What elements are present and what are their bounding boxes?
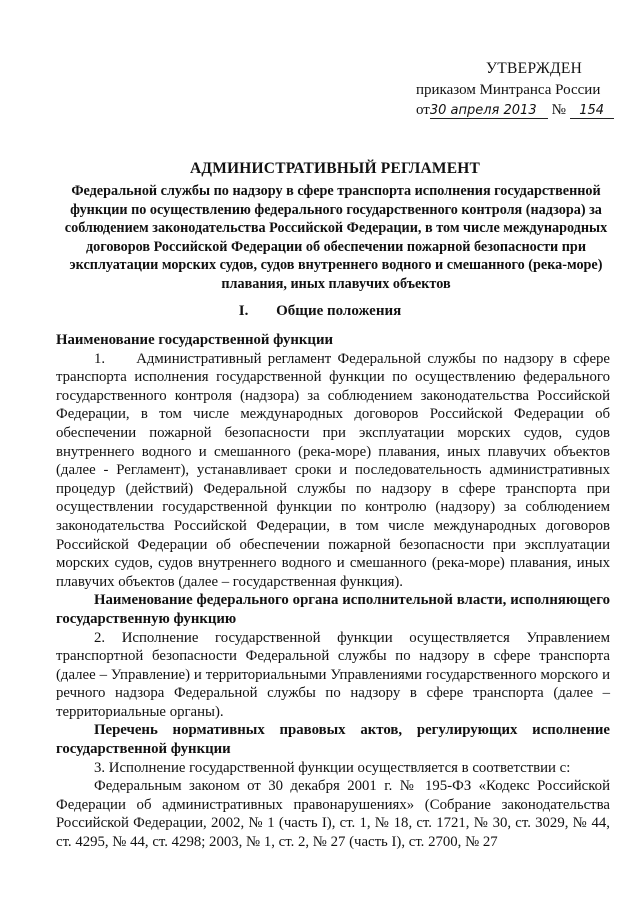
document-title: АДМИНИСТРАТИВНЫЙ РЕГЛАМЕНТ [189, 160, 481, 177]
heading-function-name: Наименование государственной функции [56, 332, 334, 348]
paragraph-4: Федеральным законом от 30 декабря 2001 г. № 195-ФЗ «Кодекс Российской Федерации об административных правонарушениях» (Собрание законодательства Российской Федерации, 2002, № 1 (часть I), ст. 1, № 18, ст. 1721, № 30, ст. 3029, № 44, ст. 4295, № 44, ст. 4298; 2003, № 1, ст. 2, № 27 (часть I), ст. 2700, № 27 [56, 778, 610, 851]
handwritten-date: 30 апреля 2013 [430, 103, 548, 119]
paragraph-2: 2. Исполнение государственной функции осуществляется Управлением транспортной безопасности Федеральной службы по надзору в сфере транспорта (далее – Управление) и территориальными Управлениями государственного морского и речного надзора Федеральной службы по надзору в сфере транспорта (далее – территориальные органы). [56, 629, 610, 720]
approved-label: УТВЕРЖДЕН [486, 60, 583, 77]
handwritten-number: 154 [570, 103, 614, 119]
paragraph-1: 1. Административный регламент Федеральной службы по надзору в сфере транспорта исполнения государственной функции по осуществлению федерального государственного контроля (надзора) за соблюдением законодательства Российской Федерации, в том числе международных договоров Российской Федерации об обеспечении пожарной безопасности при эксплуатации морских судов, судов внутреннего водного и смешанного (река-море) плавания, иных плавучих объектов (далее - Регламент), устанавливает сроки и последовательность административных процедур (действий) Федеральной службы по надзору в сфере транспорта при осуществлении государственной функции по контролю (надзору) за соблюдением законодательства Российской Федерации, в том числе международных договоров Российской Федерации об обеспечении пожарной безопасности при эксплуатации морских судов, судов внутреннего водного и смешанного (река-море) плавания, иных плавучих объектов (далее – государственная функция). [56, 350, 610, 590]
order-date-line [416, 100, 630, 120]
number-prefix: № [551, 102, 566, 118]
paragraph-3: 3. Исполнение государственной функции осуществляется в соответствии с: [94, 759, 571, 776]
document-body [56, 331, 610, 852]
section-number: I. [238, 303, 249, 319]
heading-legal-acts: Перечень нормативных правовых актов, регулирующих исполнение государственной функции [56, 722, 610, 758]
approval-block [402, 58, 630, 120]
order-label: приказом Минтранса России [416, 82, 601, 98]
section-heading [0, 303, 640, 320]
section-title: Общие положения [276, 303, 402, 319]
date-prefix: от [416, 102, 430, 118]
heading-authority: Наименование федерального органа исполнительной власти, исполняющего государственную функцию [56, 592, 610, 627]
document-subtitle: Федеральной службы по надзору в сфере транспорта исполнения государственной функции по осуществлению федерального государственного контроля (надзора) за соблюдением законодательства Российской Федерации, в том числе международных договоров Российской Федерации об обеспечении пожарной безопасности при эксплуатации морских судов, судов внутреннего водного и смешанного (река-море) плавания, иных плавучих объектов [64, 183, 608, 292]
